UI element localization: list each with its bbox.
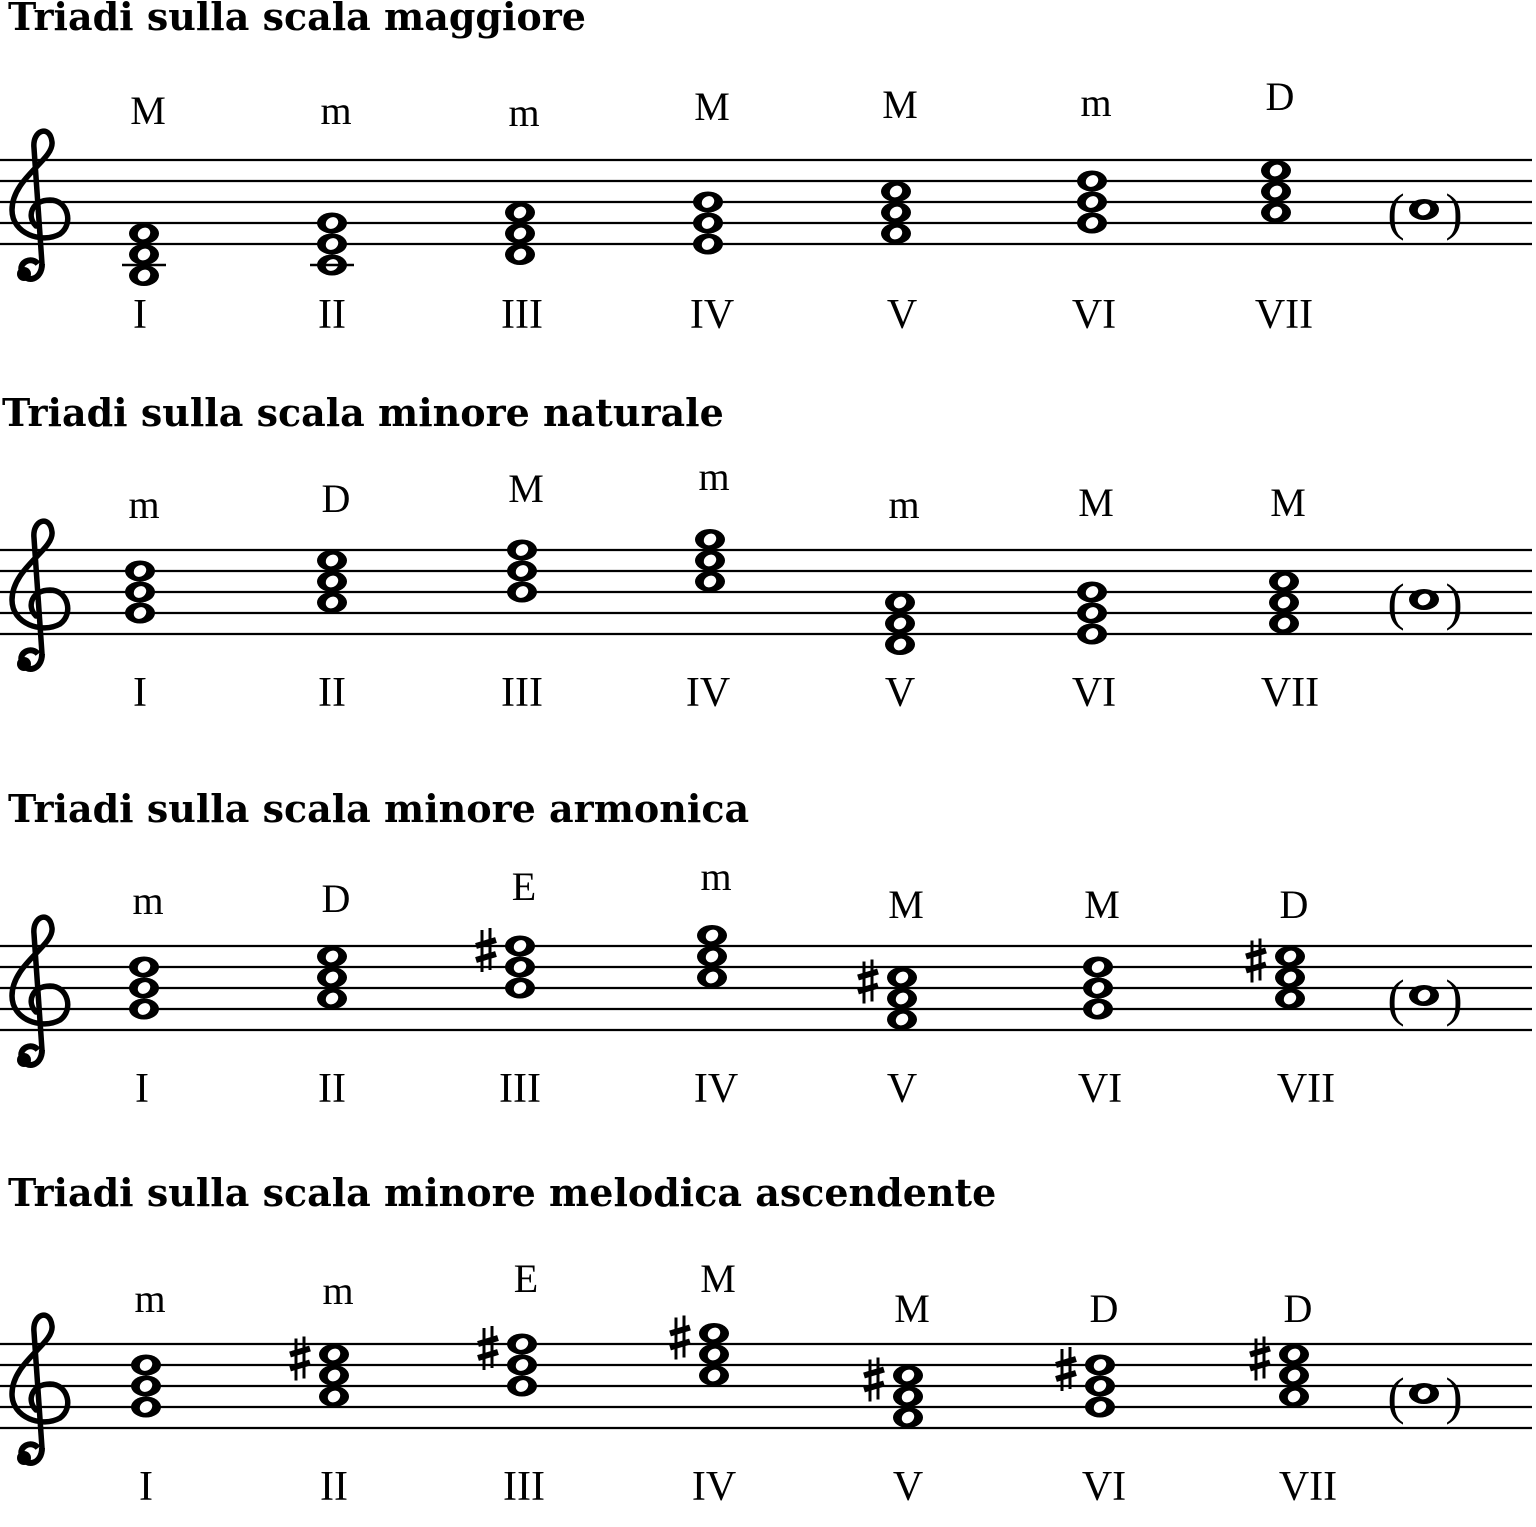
- chord-V: [858, 882, 924, 1112]
- chord-quality: D: [1089, 1286, 1119, 1331]
- chord-quality: M: [130, 88, 166, 133]
- chord-quality: M: [700, 1256, 736, 1301]
- roman-degree: I: [139, 1464, 153, 1510]
- roman-degree: VII: [1260, 670, 1320, 716]
- section-2: [0, 390, 1532, 716]
- chord-quality: D: [1283, 1286, 1313, 1331]
- roman-degree: III: [503, 1464, 545, 1510]
- chord-II: [317, 876, 350, 1112]
- section-1: [0, 0, 1532, 338]
- roman-degree: VII: [1254, 292, 1314, 338]
- paren-close: ): [1445, 574, 1463, 632]
- chord-quality: m: [888, 482, 920, 527]
- chord-quality: m: [1080, 80, 1112, 125]
- chord-IV: [694, 854, 738, 1112]
- roman-degree: III: [499, 1066, 541, 1112]
- staff: [0, 917, 1532, 1067]
- sharp-icon: [1056, 1347, 1076, 1391]
- chord-II: [290, 1268, 354, 1510]
- chord-quality: E: [511, 864, 537, 909]
- chord-quality: M: [694, 84, 730, 129]
- chord-quality: m: [128, 482, 160, 527]
- paren-close: ): [1445, 184, 1463, 242]
- chord-VII: [1246, 882, 1335, 1112]
- roman-degree: VII: [1276, 1066, 1336, 1112]
- roman-degree: I: [135, 1066, 149, 1112]
- chord-quality: m: [508, 90, 540, 135]
- chord-quality: M: [1084, 882, 1120, 927]
- chord-VI: [1072, 480, 1116, 716]
- chord-quality: D: [321, 876, 351, 921]
- section-title: Triadi sulla scala minore armonica: [8, 786, 750, 831]
- chord-quality: D: [1279, 882, 1309, 927]
- chord-VI: [1056, 1286, 1126, 1510]
- chord-VI: [1078, 882, 1122, 1112]
- roman-degree: III: [501, 292, 543, 338]
- chord-V: [864, 1286, 930, 1510]
- sharp-icon: [478, 1326, 498, 1370]
- chord-VI: [1072, 80, 1116, 338]
- chord-V: [881, 82, 918, 338]
- sharp-icon: [670, 1316, 690, 1360]
- roman-degree: II: [318, 670, 346, 716]
- staff: [0, 521, 1532, 671]
- chord-I: [122, 88, 166, 338]
- chord-quality: M: [888, 882, 924, 927]
- chord-III: [478, 1256, 545, 1510]
- octave-note-parenthesized: [1387, 575, 1462, 632]
- chord-IV: [690, 84, 734, 338]
- roman-degree: II: [320, 1464, 348, 1510]
- roman-degree: V: [886, 292, 918, 338]
- roman-degree: IV: [693, 1066, 739, 1112]
- paren-open: (: [1387, 970, 1405, 1028]
- sharp-icon: [476, 928, 496, 972]
- chord-VII: [1261, 480, 1319, 716]
- section-title: Triadi sulla scala minore naturale: [2, 390, 724, 435]
- chord-quality: D: [1265, 74, 1295, 119]
- octave-note-parenthesized: [1387, 1369, 1462, 1426]
- roman-degree: VI: [1071, 292, 1117, 338]
- treble-clef-dot: [17, 1053, 31, 1067]
- chord-IV: [670, 1256, 736, 1510]
- roman-degree: VII: [1278, 1464, 1338, 1510]
- chord-quality: M: [894, 1286, 930, 1331]
- treble-clef-dot: [17, 657, 31, 671]
- chord-quality: m: [322, 1268, 354, 1313]
- section-title: Triadi sulla scala maggiore: [8, 0, 586, 39]
- roman-degree: II: [318, 292, 346, 338]
- section-3: [0, 786, 1532, 1112]
- paren-close: ): [1445, 970, 1463, 1028]
- chord-quality: m: [698, 454, 730, 499]
- chord-quality: m: [134, 1276, 166, 1321]
- chord-V: [885, 482, 920, 716]
- chord-quality: M: [1078, 480, 1114, 525]
- staff: [0, 131, 1532, 281]
- chord-VII: [1255, 74, 1313, 338]
- roman-degree: IV: [689, 292, 735, 338]
- chord-I: [125, 482, 160, 716]
- section-title: Triadi sulla scala minore melodica ascendente: [8, 1170, 997, 1215]
- chord-quality: m: [700, 854, 732, 899]
- roman-degree: I: [133, 670, 147, 716]
- chord-I: [131, 1276, 166, 1510]
- chord-quality: M: [1270, 480, 1306, 525]
- paren-close: ): [1445, 1368, 1463, 1426]
- roman-degree: V: [892, 1464, 924, 1510]
- chord-quality: M: [508, 466, 544, 511]
- chord-quality: m: [132, 878, 164, 923]
- chord-quality: M: [882, 82, 918, 127]
- treble-clef-dot: [17, 267, 31, 281]
- roman-degree: III: [501, 670, 543, 716]
- section-4: [0, 1170, 1532, 1510]
- chord-quality: m: [320, 88, 352, 133]
- roman-degree: II: [318, 1066, 346, 1112]
- roman-degree: V: [884, 670, 916, 716]
- roman-degree: VI: [1081, 1464, 1127, 1510]
- roman-degree: I: [133, 292, 147, 338]
- roman-degree: VI: [1071, 670, 1117, 716]
- chord-VII: [1250, 1286, 1337, 1510]
- octave-note-parenthesized: [1387, 971, 1462, 1028]
- chord-II: [317, 476, 350, 716]
- roman-degree: V: [886, 1066, 918, 1112]
- paren-open: (: [1387, 1368, 1405, 1426]
- chord-quality: D: [321, 476, 351, 521]
- chord-III: [501, 90, 543, 338]
- roman-degree: IV: [685, 670, 731, 716]
- treble-clef-dot: [17, 1451, 31, 1465]
- chord-II: [310, 88, 354, 338]
- paren-open: (: [1387, 184, 1405, 242]
- paren-open: (: [1387, 574, 1405, 632]
- chord-IV: [686, 454, 730, 716]
- octave-note-parenthesized: [1387, 185, 1462, 242]
- roman-degree: IV: [691, 1464, 737, 1510]
- roman-degree: VI: [1077, 1066, 1123, 1112]
- chord-quality: E: [513, 1256, 539, 1301]
- chord-I: [129, 878, 164, 1112]
